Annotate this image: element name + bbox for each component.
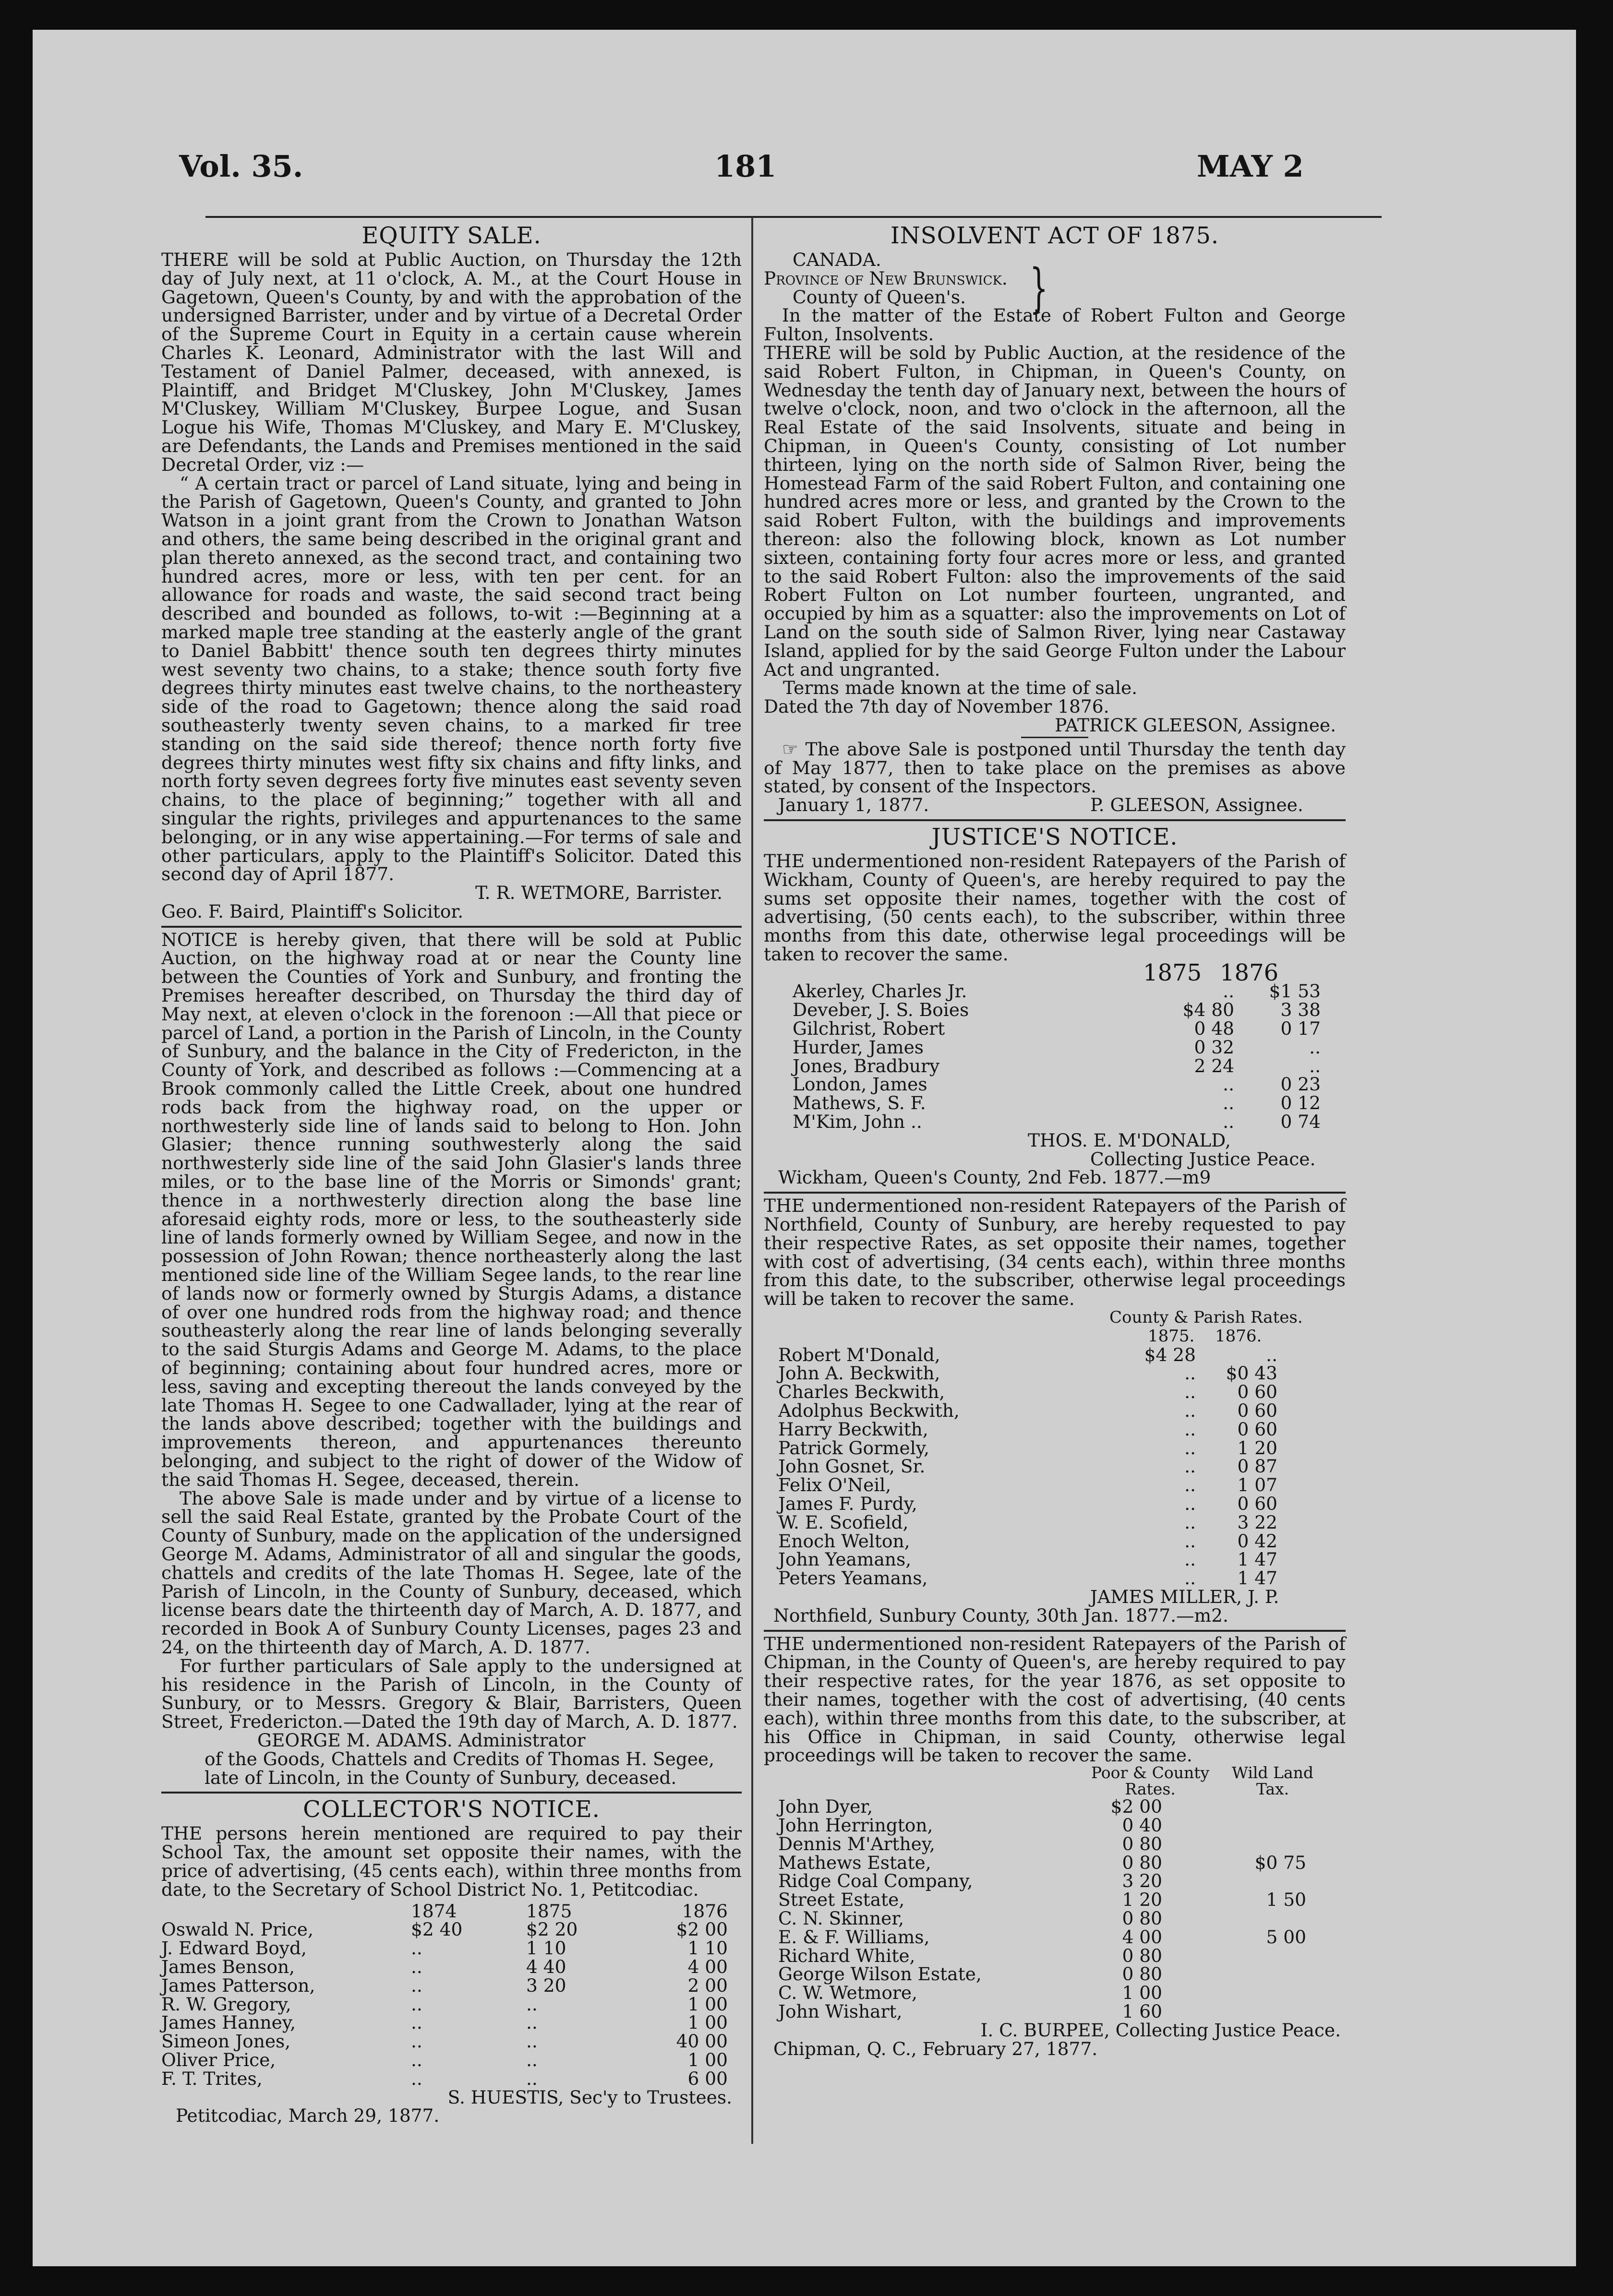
amount-1876: $1 53 [1269, 981, 1321, 1002]
table-row [764, 1420, 1346, 1439]
amount-1875: 0 32 [1194, 1036, 1234, 1058]
table-row [161, 2013, 742, 2032]
chipman-notice-body: THE undermentioned non-resident Ratepayers of the Parish of Chipman, in the County of Queen's, are hereby required to pay their respective rates, for the year 1876, as set opposite to their names, together with the cost of advertising, (40 cents each), within three months from this date, to the subscriber, at his Office in Chipman, in said County, otherwise legal proceedings will be taken to recover the same. [764, 1633, 1346, 1766]
table-row [764, 1909, 1346, 1928]
justices-table-header [764, 959, 1346, 986]
table-row [764, 1401, 1346, 1420]
notice-signature-3: late of Lincoln, in the County of Sunbury, deceased. [205, 1767, 677, 1788]
ratepayer-name: Patrick Gormely, [778, 1437, 929, 1459]
wild-land-tax [1234, 1909, 1306, 1928]
ratepayer-name: C. N. Skinner, [778, 1907, 904, 1929]
ratepayer-name: Jones, Bradbury [793, 1055, 940, 1076]
collectors-notice-body: THE persons herein mentioned are required to pay their School Tax, the amount set opposite their names, with the price of advertising, (45 cents each), within three months from date, to the Secretary of School District No. 1, Petitcodiac. [161, 1823, 742, 1900]
amount-1875: .. [1184, 1493, 1196, 1514]
table-row [161, 1976, 742, 1995]
ratepayer-name: John Yeamans, [778, 1549, 912, 1570]
table-row [764, 1038, 1346, 1057]
amount-1876: 1 00 [687, 1993, 728, 2015]
insolvent-county: County of Queen's. [793, 286, 966, 308]
table-row [161, 2051, 742, 2069]
justices-notice-body: THE undermentioned non-resident Ratepayers of the Parish of Wickham, County of Queen's, are hereby required to pay the sums set opposite their names, together with the cost of advertising, (50 cents each), to the subscriber, within three months from this date, otherwise legal proceedings will be taken to recover the same. [764, 850, 1346, 965]
ratepayer-name: Enoch Welton, [778, 1530, 910, 1552]
notice-body: NOTICE is hereby given, that there will be sold at Public Auction, on the highway road at or near the County line between the Counties of York and Sunbury, and fronting the Premises hereafter described, on Thursday the third day of May next, at eleven o'clock in the forenoon :—All that piece or parcel of Land, a portion in the Parish of Lincoln, in the County of Sunbury, and the balance in the City of Fredericton, in the County of York, and described as follows :—Commencing at a Brook commonly called the Little Creek, about one hundred rods back from the highway road, on the upper or northwesterly side line of lands said to belong to Hon. John Glasier; thence running southwesterly along the said northwesterly side line of the said John Glasier's lands three miles, or to the base line of the Morris or Simonds' grant; thence in a northwesterly direction along the base line aforesaid eighty rods, more or less, to the southeasterly side line of lands formerly owned by William Segee, and now in the possession of John Rowan; thence northeasterly along the last mentioned side line of the William Segee lands, to the rear line of lands now or formerly owned by Sturgis Adams, a distance of over one hundred rods from the highway road; and thence southeasterly along the rear line of lands belonging severally to the said Sturgis Adams and George M. Adams, to the place of beginning; containing about four hundred acres, more or less, saving and excepting thereout the lands conveyed by the late Thomas H. Segee to one Cadwallader, lying at the rear of the lands above described; together with the buildings and improvements thereon, and appurtenances thereunto belonging, and subject to the right of dower of the Widow of the said Thomas H. Segee, deceased, therein. [161, 929, 742, 1490]
equity-signature-solicitor: Geo. F. Baird, Plaintiff's Solicitor. [161, 900, 464, 922]
amount-1875: .. [526, 2049, 538, 2070]
table-row [764, 1364, 1346, 1383]
amount-1875: $2 20 [526, 1919, 578, 1940]
amount-1875: 3 20 [526, 1974, 566, 1996]
divider [764, 1630, 1346, 1632]
justices-title-role: Collecting Justice Peace. [1090, 1148, 1316, 1170]
northfield-dated: Northfield, Sunbury County, 30th Jan. 1877.—m2. [773, 1604, 1228, 1626]
amount-1875: .. [1184, 1381, 1196, 1403]
amount-1876: $2 00 [676, 1919, 728, 1940]
ratepayer-name: James F. Purdy, [778, 1493, 917, 1514]
amount-1875: .. [1184, 1474, 1196, 1496]
table-row [764, 1112, 1346, 1131]
wild-land-tax [1234, 1797, 1306, 1816]
amount-1876: 3 22 [1237, 1511, 1277, 1533]
poor-county-rates: 3 20 [1122, 1870, 1162, 1892]
table-row [764, 1019, 1346, 1038]
ratepayer-name: Mathews, S. F. [793, 1092, 926, 1114]
ratepayer-name: Ridge Coal Company, [778, 1870, 973, 1892]
amount-1876: 0 60 [1237, 1400, 1277, 1422]
wild-land-tax [1234, 1835, 1306, 1854]
year-1875: 1875. [1148, 1326, 1195, 1346]
amount-1874: .. [411, 2031, 422, 2052]
chipman-table [764, 1797, 1346, 2021]
table-row [764, 1094, 1346, 1112]
equity-signature-barrister: T. R. WETMORE, Barrister. [475, 882, 722, 904]
ratepayer-name: John Wishart, [778, 2000, 903, 2022]
year-1876: 1876 [682, 1900, 728, 1922]
amount-1875: 0 48 [1194, 1018, 1234, 1040]
chipman-header-rates: Poor & County [1091, 1763, 1210, 1782]
amount-1875: .. [1184, 1511, 1196, 1533]
amount-1875: 2 24 [1194, 1055, 1234, 1076]
amount-1875: .. [1223, 981, 1234, 1002]
amount-1876: 0 60 [1237, 1493, 1277, 1514]
amount-1875: $4 80 [1182, 999, 1234, 1021]
table-row [764, 1457, 1346, 1476]
amount-1874: .. [411, 1974, 422, 1996]
column-rule [751, 217, 753, 2144]
amount-1876: 4 00 [687, 1956, 728, 1977]
amount-1874: .. [411, 2068, 422, 2089]
ratepayer-name: Hurder, James [793, 1036, 924, 1058]
ratepayer-name: Adolphus Beckwith, [778, 1400, 960, 1422]
justices-notice-title: JUSTICE'S NOTICE. [931, 823, 1178, 850]
table-row [161, 2069, 742, 2088]
ratepayer-name: John Dyer, [778, 1796, 873, 1818]
amount-1876: 0 60 [1237, 1381, 1277, 1403]
table-row [764, 1965, 1346, 1984]
amount-1876: 3 38 [1280, 999, 1321, 1021]
ratepayer-name: Peters Yeamans, [778, 1567, 928, 1589]
ratepayer-name: Harry Beckwith, [778, 1418, 928, 1440]
equity-sale-title: EQUITY SALE. [361, 222, 542, 249]
insolvent-province: Province of New Brunswick. [764, 267, 1008, 289]
amount-1876: 0 12 [1280, 1092, 1321, 1114]
chipman-signature: I. C. BURPEE, Collecting Justice Peace. [980, 2019, 1341, 2041]
amount-1876: 1 20 [1237, 1437, 1277, 1459]
wild-land-tax: 5 00 [1266, 1926, 1306, 1948]
northfield-table-heading: County & Parish Rates. [1109, 1308, 1303, 1327]
insolvent-postponed-sign [764, 796, 1346, 814]
amount-1876: .. [1309, 1036, 1321, 1058]
wild-land-tax: 1 50 [1266, 1889, 1306, 1911]
chipman-dated: Chipman, Q. C., February 27, 1877. [773, 2038, 1098, 2059]
ratepayer-name: James Patterson, [161, 1974, 315, 1996]
amount-1876: 0 17 [1280, 1018, 1321, 1040]
table-row [161, 1995, 742, 2014]
table-row [764, 2002, 1346, 2021]
divider [161, 1792, 742, 1794]
amount-1875: .. [1184, 1437, 1196, 1459]
poor-county-rates: 1 00 [1122, 1982, 1162, 2004]
year-1876: 1876 [1220, 959, 1279, 986]
year-1875: 1875 [526, 1900, 572, 1922]
northfield-signature: JAMES MILLER, J. P. [1090, 1586, 1279, 1607]
ratepayer-name: E. & F. Williams, [778, 1926, 930, 1948]
poor-county-rates: 0 80 [1122, 1907, 1162, 1929]
justices-table [764, 982, 1346, 1131]
amount-1875: 4 40 [526, 1956, 566, 1977]
collectors-notice-title: COLLECTOR'S NOTICE. [303, 1796, 600, 1823]
amount-1874: .. [411, 1993, 422, 2015]
insolvent-canada: CANADA. [793, 249, 881, 270]
justices-signature: THOS. E. M'DONALD, [1028, 1129, 1231, 1151]
ratepayer-name: John Gosnet, Sr. [778, 1456, 926, 1477]
amount-1876: 0 23 [1280, 1074, 1321, 1095]
divider [764, 819, 1346, 821]
ratepayer-name: Richard White, [778, 1945, 915, 1966]
amount-1875: .. [1184, 1418, 1196, 1440]
amount-1875: .. [1223, 1074, 1234, 1095]
ratepayer-name: Deveber, J. S. Boies [793, 999, 969, 1021]
wild-land-tax [1234, 2002, 1306, 2021]
table-row [764, 1984, 1346, 2002]
wild-land-tax [1234, 1984, 1306, 2002]
amount-1876: 40 00 [676, 2031, 728, 2052]
ratepayer-name: Akerley, Charles Jr. [793, 981, 967, 1002]
amount-1875: .. [1223, 1111, 1234, 1133]
amount-1874: .. [411, 2049, 422, 2070]
ratepayer-name: George Wilson Estate, [778, 1963, 982, 1985]
notice-license: The above Sale is made under and by virtue of a license to sell the said Real Estate, granted by the Probate Court of the County of Sunbury, made on the application of the undersigned George M. Adams, Administrator of all and singular the goods, chattels and credits of the late Thomas H. Segee, late of the Parish of Lincoln, in the County of Sunbury, deceased, which license bears date the thirteenth day of March, A. D. 1877, and recorded in Book A of Sunbury County Licenses, pages 23 and 24, on the thirteenth day of March, A. D. 1877. [161, 1487, 742, 1658]
table-row [764, 1872, 1346, 1890]
year-1875: 1875 [1143, 959, 1202, 986]
amount-1874: .. [411, 1937, 422, 1959]
left-column [161, 221, 742, 2125]
brace-symbol: } [1029, 257, 1048, 319]
ratepayer-name: Street Estate, [778, 1889, 905, 1911]
insolvent-dated: Dated the 7th day of November 1876. [764, 696, 1109, 718]
table-row [764, 1816, 1346, 1835]
page-number: 181 [714, 149, 777, 184]
ratepayer-name: John A. Beckwith, [778, 1363, 940, 1384]
right-column [764, 221, 1346, 2058]
ratepayer-name: James Hanney, [161, 2012, 296, 2033]
wild-land-tax [1234, 1816, 1306, 1835]
table-row [764, 1854, 1346, 1872]
wild-land-tax: $0 75 [1254, 1852, 1306, 1873]
table-row [161, 2032, 742, 2051]
poor-county-rates: 0 40 [1122, 1814, 1162, 1836]
table-row [764, 1495, 1346, 1513]
insolvent-postponed-date: January 1, 1877. [778, 794, 929, 816]
amount-1876: 0 60 [1237, 1418, 1277, 1440]
poor-county-rates: 1 60 [1122, 2000, 1162, 2022]
amount-1875: $4 28 [1144, 1344, 1196, 1365]
ratepayer-name: Robert M'Donald, [778, 1344, 940, 1365]
table-row [764, 1513, 1346, 1532]
divider [161, 926, 742, 928]
amount-1875: .. [526, 2031, 538, 2052]
poor-county-rates: 0 80 [1122, 1945, 1162, 1966]
table-row [764, 1532, 1346, 1551]
amount-1875: .. [526, 2068, 538, 2089]
amount-1875: .. [1184, 1363, 1196, 1384]
poor-county-rates: 4 00 [1122, 1926, 1162, 1948]
ratepayer-name: Gilchrist, Robert [793, 1018, 945, 1040]
ratepayer-name: C. W. Wetmore, [778, 1982, 917, 2004]
table-row [764, 1476, 1346, 1495]
ratepayer-name: Oswald N. Price, [161, 1919, 313, 1940]
collectors-dated: Petitcodiac, March 29, 1877. [176, 2105, 440, 2127]
amount-1876: 1 47 [1237, 1549, 1277, 1570]
table-row [161, 1939, 742, 1958]
amount-1876: 0 74 [1280, 1111, 1321, 1133]
collectors-table-header [161, 1902, 742, 1921]
amount-1875: .. [1184, 1400, 1196, 1422]
amount-1874: $2 40 [411, 1919, 463, 1940]
divider [764, 1192, 1346, 1194]
poor-county-rates: $2 00 [1110, 1796, 1162, 1818]
amount-1875: .. [1184, 1567, 1196, 1589]
insolvent-act-title: INSOLVENT ACT OF 1875. [890, 222, 1219, 249]
ratepayer-name: Oliver Price, [161, 2049, 276, 2070]
ratepayer-name: Dennis M'Arthey, [778, 1833, 935, 1854]
table-row [764, 1075, 1346, 1094]
ratepayer-name: W. E. Scofield, [778, 1511, 909, 1533]
table-row [764, 1346, 1346, 1364]
amount-1876: .. [1309, 1055, 1321, 1076]
amount-1876: 1 00 [687, 2012, 728, 2033]
amount-1875: .. [526, 2012, 538, 2033]
ratepayer-name: M'Kim, John .. [793, 1111, 922, 1133]
ratepayer-name: Felix O'Neil, [778, 1474, 891, 1496]
amount-1876: 1 47 [1237, 1567, 1277, 1589]
collectors-signature: S. HUESTIS, Sec'y to Trustees. [447, 2086, 732, 2108]
amount-1876: 0 42 [1237, 1530, 1277, 1552]
amount-1876: 2 00 [687, 1974, 728, 1996]
ratepayer-name: London, James [793, 1074, 927, 1095]
amount-1874: .. [411, 2012, 422, 2033]
insolvent-matter: In the matter of the Estate of Robert Fulton and George Fulton, Insolvents. [764, 305, 1346, 345]
chipman-table-header [764, 1765, 1346, 1797]
amount-1876: 1 07 [1237, 1474, 1277, 1496]
poor-county-rates: 0 80 [1122, 1833, 1162, 1854]
notice-particulars: For further particulars of Sale apply to the undersigned at his residence in the Parish of Lincoln, in the County of Sunbury, or to Messrs. Gregory & Blair, Barristers, Queen Street, Fredericton.—Dated the 19th day of March, A. D. 1877. [161, 1655, 742, 1733]
notice-signature-1: GEORGE M. ADAMS. Administrator [257, 1729, 586, 1751]
year-1876: 1876. [1215, 1326, 1262, 1346]
northfield-table [764, 1346, 1346, 1588]
table-row [161, 1958, 742, 1976]
year-1874: 1874 [411, 1900, 457, 1922]
header-rule [205, 216, 1382, 218]
table-row [764, 1835, 1346, 1854]
table-row [764, 1928, 1346, 1947]
amount-1875: .. [1184, 1530, 1196, 1552]
insolvent-body: THERE will be sold by Public Auction, at the residence of the said Robert Fulton, in Chipman, in Queen's County, on Wednesday the tenth day of January next, between the hours of twelve o'clock, noon, and two o'clock in the afternoon, all the Real Estate of the said Insolvents, situate and being in Chipman, in Queen's County, consisting of Lot number thirteen, lying on the north side of Salmon River, being the Homestead Farm of the said Robert Fulton, and containing one hundred acres more or less, and granted by the Crown to the said Robert Fulton, with the buildings and improvements thereon: also the following block, known as Lot number sixteen, containing forty four acres more or less, and granted to the said Robert Fulton: also the improvements of the said Robert Fulton on Lot number fourteen, ungranted, and occupied by him as a squatter: also the improvements on Lot of Land on the south side of Salmon River, lying near Castaway Island, applied for by the said George Fulton under the Labour Act and ungranted. [764, 342, 1346, 680]
table-row [764, 1797, 1346, 1816]
table-row [764, 1001, 1346, 1019]
equity-sale-land: “ A certain tract or parcel of Land situate, lying and being in the Parish of Gagetown, Queen's County, and granted to John Watson in a joint grant from the Crown to Jonathan Watson and others, the same being described in the original grant and plan thereto annexed, as the second tract, and containing two hundred acres, more or less, with ten per cent. for an allowance for roads and waste, the said second tract being described and bounded as follows, to-wit :—Beginning at a marked maple tree standing at the easterly angle of the grant to Daniel Babbitt' thence south ten degrees thirty minutes west seventy two chains, to a stake; thence south forty five degrees thirty minutes east twelve chains, to the northeastery side of the road to Gagetown; thence along the said road southeasterly twenty seven chains, to a marked fir tree standing on the said side thereof; thence north forty five degrees thirty minutes west fifty six chains and fifty links, and north forty seven degrees forty five minutes east seventy seven chains, to the place of beginning;” together with all and singular the rights, privileges and appurtenances to the same belonging, or in any wise appertaining.—For terms of sale and other particulars, apply to the Plaintiff's Solicitor. Dated this second day of April 1877. [161, 472, 742, 885]
chipman-header-wildland: Wild Land [1231, 1763, 1314, 1782]
amount-1875: .. [1184, 1549, 1196, 1570]
table-row [764, 1057, 1346, 1076]
insolvent-terms: Terms made known at the time of sale. [783, 677, 1138, 699]
table-row [161, 1920, 742, 1939]
chipman-header-wildland-2: Tax. [1256, 1780, 1289, 1799]
amount-1874: .. [411, 1956, 422, 1977]
ratepayer-name: J. Edward Boyd, [161, 1937, 307, 1959]
table-row [764, 1947, 1346, 1965]
table-row [764, 1550, 1346, 1569]
amount-1876: 0 87 [1237, 1456, 1277, 1477]
ratepayer-name: Charles Beckwith, [778, 1381, 945, 1403]
insolvent-postponed-signature: P. GLEESON, Assignee. [1090, 794, 1303, 816]
amount-1876: 1 10 [687, 1937, 728, 1959]
insolvent-postponed: ☞ The above Sale is postponed until Thursday the tenth day of May 1877, then to take place on the premises as above stated, by consent of the Inspectors. [764, 738, 1346, 797]
poor-county-rates: 0 80 [1122, 1963, 1162, 1985]
amount-1875: .. [1223, 1092, 1234, 1114]
notice-signature-2: of the Goods, Chattels and Credits of Thomas H. Segee, [205, 1748, 715, 1770]
northfield-notice-body: THE undermentioned non-resident Ratepayers of the Parish of Northfield, County of Sunbury, are hereby requested to pay their respective Rates, as set opposite their names, together with cost of advertising, (34 cents each), within three months from this date, to the subscriber, otherwise legal proceedings will be taken to recover the same. [764, 1195, 1346, 1310]
justices-dated: Wickham, Queen's County, 2nd Feb. 1877.—m9 [778, 1167, 1211, 1188]
amount-1876: 1 00 [687, 2049, 728, 2070]
table-row [764, 1890, 1346, 1909]
insolvent-signature: PATRICK GLEESON, Assignee. [1055, 714, 1336, 736]
volume-number: Vol. 35. [179, 149, 303, 184]
amount-1875: .. [1184, 1456, 1196, 1477]
gazette-page [33, 30, 1576, 2266]
ratepayer-name: Mathews Estate, [778, 1852, 931, 1873]
ratepayer-name: F. T. Trites, [161, 2068, 263, 2089]
issue-date: MAY 2 [1197, 149, 1304, 184]
amount-1876: $0 43 [1226, 1363, 1277, 1384]
ratepayer-name: James Benson, [161, 1956, 295, 1977]
amount-1876: 6 00 [687, 2068, 728, 2089]
ratepayer-name: John Herrington, [778, 1814, 933, 1836]
wild-land-tax [1234, 1947, 1306, 1965]
table-row [764, 982, 1346, 1001]
table-row [764, 1569, 1346, 1588]
chipman-header-rates-2: Rates. [1125, 1780, 1176, 1799]
table-row [764, 1439, 1346, 1458]
poor-county-rates: 1 20 [1122, 1889, 1162, 1911]
table-row [764, 1383, 1346, 1401]
amount-1875: 1 10 [526, 1937, 566, 1959]
wild-land-tax [1234, 1872, 1306, 1890]
wild-land-tax [1234, 1965, 1306, 1984]
short-divider [1021, 737, 1088, 738]
poor-county-rates: 0 80 [1122, 1852, 1162, 1873]
ratepayer-name: R. W. Gregory, [161, 1993, 291, 2015]
amount-1875: .. [526, 1993, 538, 2015]
amount-1876: .. [1266, 1344, 1277, 1365]
ratepayer-name: Simeon Jones, [161, 2031, 291, 2052]
collectors-table [161, 1920, 742, 2088]
northfield-table-header [764, 1327, 1346, 1346]
equity-sale-body: THERE will be sold at Public Auction, on Thursday the 12th day of July next, at 11 o'clock, A. M., at the Court House in Gagetown, Queen's County, by and with the approbation of the undersigned Barrister, under and by virtue of a Decretal Order of the Supreme Court in Equity in a certain cause wherein Charles K. Leonard, Administrator with the last Will and Testament of Daniel Palmer, deceased, with annexed, is Plaintiff, and Bridget M'Cluskey, John M'Cluskey, James M'Cluskey, William M'Cluskey, Burpee Logue, and Susan Logue his Wife, Thomas M'Cluskey, and Mary E. M'Cluskey, are Defendants, the Lands and Premises mentioned in the said Decretal Order, viz :— [161, 249, 742, 475]
